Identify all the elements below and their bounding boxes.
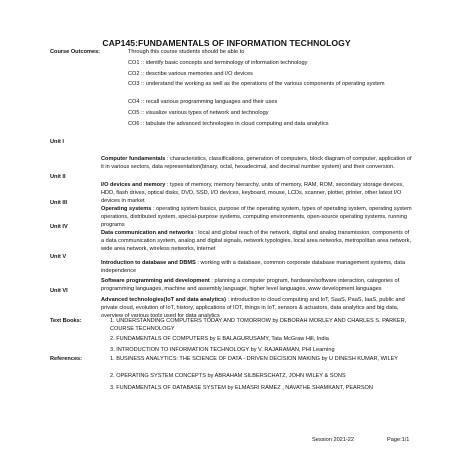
- unit-content: [101, 277, 413, 293]
- unit-text: : local and global reach of the network, digital and analog transmission, components of a data communication system, analog and digital signals, network typologies, local area networks, metropolitan area network, wide area network, wireless networks, internet: [101, 230, 411, 252]
- unit-label: Unit V: [50, 254, 67, 260]
- unit-label: Unit IV: [50, 224, 68, 230]
- unit-label: Unit VI: [50, 288, 68, 294]
- unit-heading: I/O devices and memory: [101, 182, 166, 188]
- unit-text: : introduction to cloud computing and IoT, SaaS, PaaS, IaaS, public and private cloud, evolution of IoT, history, applications of IOT, things in IoT, sensors & actuators, data analytics and big data, overview of various tools used for data analytics: [101, 297, 405, 319]
- course-outcome-item: CO1 :: identify basic concepts and terminology of information technology: [128, 60, 308, 66]
- unit-label: Unit III: [50, 200, 68, 206]
- course-outcomes-label: Course Outcomes:: [50, 49, 101, 55]
- page-number: Page:1/1: [387, 437, 410, 443]
- reference-item: 2. OPERATING SYSTEM CONCEPTS by ABRAHAM SILBERSCHATZ, JOHN WILEY & SONS: [110, 373, 346, 379]
- course-outcome-item: CO4 :: recall various programming languages and their uses: [128, 99, 278, 105]
- text-books-label: Text Books:: [50, 318, 82, 324]
- unit-label: Unit II: [50, 174, 66, 180]
- text-book-item: 1. UNDERSTANDING COMPUTERS TODAY AND TOMORROW by DEBORAH MORLEY AND CHARLES S. PARKER, COURSE TECHNOLOGY: [110, 318, 407, 332]
- unit-text: : operating system basics, purpose of the operating system, types of operating system, operating system operations, distributed system, special-purpose systems, computing environments, open-source operating systems, running programs: [101, 206, 412, 228]
- unit-heading: Software programming and development: [101, 278, 210, 284]
- course-outcome-item: CO6 :: tabulate the advanced technologies in cloud computing and data analytics: [128, 121, 329, 127]
- references-label: References:: [50, 356, 83, 362]
- unit-content: [101, 205, 413, 229]
- unit-heading: Introduction to database and DBMS: [101, 260, 196, 266]
- course-outcome-item: CO2 :: describe various memories and I/O devices: [128, 71, 253, 77]
- unit-text: : working with a database, common corporate database management systems, data independence: [101, 260, 406, 274]
- unit-content: [101, 181, 413, 205]
- unit-heading: Advanced technologies(IoT and data analytics): [101, 297, 226, 303]
- text-book-item: 3. INTRODUCTION TO INFORMATION TECHNOLOGY by V. RAJARAMAN, PHI Learning: [110, 347, 335, 353]
- unit-heading: Operating systems: [101, 206, 152, 212]
- course-outcomes-intro: Through this course students should be able to: [128, 49, 245, 55]
- reference-item: 3. FUNDAMENTALS OF DATABASE SYSTEM by ELMASRI RAMEZ , NAVATHE SHAMKANT, PEARSON: [110, 385, 373, 391]
- unit-label: Unit I: [50, 139, 64, 145]
- course-outcome-item: CO5 :: visualize various types of network and technology: [128, 110, 269, 116]
- session-label: Session 2021-22: [312, 437, 354, 443]
- reference-item: 1. BUSINESS ANALYTICS: THE SCIENCE OF DATA - DRIVEN DECISION MAKING by U DINESH KUMAR, WILEY: [110, 356, 399, 362]
- unit-content: [101, 155, 413, 171]
- text-book-item: 2. FUNDAMENTALS OF COMPUTERS by E BALAGURUSAMY, Tata McGraw Hill, India: [110, 336, 329, 342]
- unit-content: [101, 229, 413, 253]
- course-outcome-item: CO3 :: understand the working as well as the operations of the various components of operating system: [128, 81, 385, 87]
- unit-heading: Data communication and networks: [101, 230, 194, 236]
- unit-text: : characteristics, classifications, generation of computers, block diagram of computer, application of it in various sectors, data representation(binary, octal, hexadecimal, and decimal number system) and their conversion.: [101, 156, 412, 170]
- unit-content: [101, 259, 413, 275]
- unit-text: : types of memory, memory hierarchy, units of memory, RAM, ROM, secondary storage devices, HDD, flash drives, optical disks, DVD, SSD, I/O devices, keyboard, mouse, LCDs, scanner, plotter, printer, other latest I/O devices in market: [101, 182, 404, 204]
- page-title: CAP145:FUNDAMENTALS OF INFORMATION TECHNOLOGY: [102, 38, 351, 48]
- unit-heading: Computer fundamentals: [101, 156, 166, 162]
- unit-text: : planning a computer program, hardware/software interaction, categories of programming languages, machine and assembly language, higher level languages, www development languages: [101, 278, 400, 292]
